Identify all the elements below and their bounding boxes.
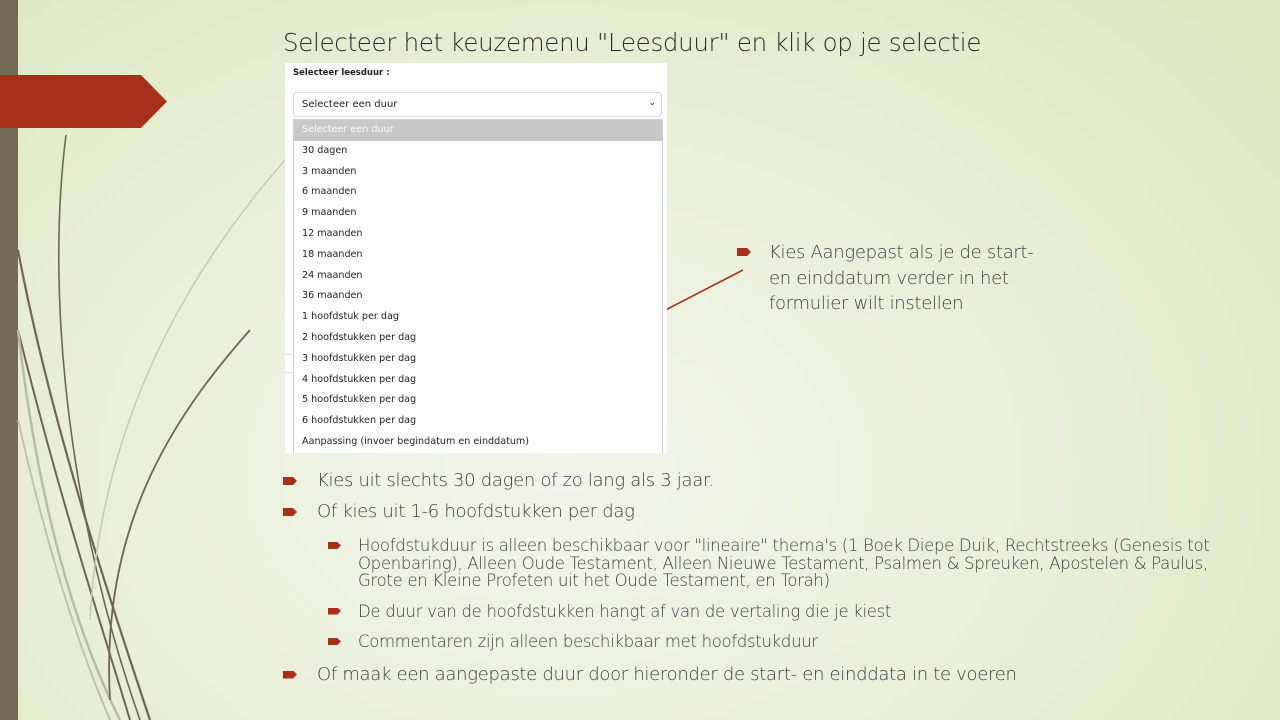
bullet-text: Of maak een aangepaste duur door hieronder de start- en einddata in te voeren bbox=[317, 663, 1017, 685]
sub-bullet-item bbox=[328, 603, 1243, 621]
divider bbox=[285, 354, 293, 355]
option-18-months[interactable]: 18 maanden bbox=[302, 248, 363, 260]
duration-options-list[interactable] bbox=[293, 119, 663, 453]
callout-line: formulier wilt instellen bbox=[769, 293, 964, 314]
callout-line: en einddatum verder in het bbox=[769, 267, 1009, 289]
option-9-months[interactable]: 9 maanden bbox=[302, 207, 357, 219]
bullet-list bbox=[283, 470, 1243, 695]
chevron-down-icon: ⌄ bbox=[648, 98, 656, 108]
title-marker-arrow bbox=[0, 75, 167, 128]
option-custom-dates[interactable]: Aanpassing (invoer begindatum en einddatum) bbox=[302, 435, 530, 447]
arrow-bullet-icon bbox=[283, 477, 297, 485]
bullet-text: Kies uit slechts 30 dagen of zo lang als 3 jaar. bbox=[317, 470, 714, 491]
option-6-months[interactable]: 6 maanden bbox=[302, 186, 357, 198]
bullet-item bbox=[283, 664, 1243, 686]
reading-duration-label: Selecteer leesduur : bbox=[293, 68, 390, 78]
bullet-text: De duur van de hoofdstukken hangt af van de vertaling die je kiest bbox=[358, 601, 892, 621]
option-30-days[interactable]: 30 dagen bbox=[302, 144, 348, 156]
arrow-bullet-icon bbox=[737, 248, 751, 256]
reading-duration-select[interactable] bbox=[293, 92, 662, 117]
custom-option-callout bbox=[737, 240, 1097, 317]
bullet-text: Hoofdstukduur is alleen beschikbaar voor "lineaire" thema's (1 Boek Diepe Duik, Rechtstreeks (Genesis tot Openbaring), Alleen Oude Testament, Alleen Nieuwe Testament, Psalmen & Spreuken, Apostelen & Paulus, Grote en Kleine Profeten uit het Oude Testament, en Torah) bbox=[358, 536, 1210, 590]
option-24-months[interactable]: 24 maanden bbox=[302, 269, 363, 281]
arrow-bullet-icon bbox=[283, 508, 297, 516]
option-3-months[interactable]: 3 maanden bbox=[302, 165, 357, 177]
callout-bullet bbox=[737, 240, 1097, 317]
option-5-chapters-per-day[interactable]: 5 hoofdstukken per dag bbox=[302, 394, 417, 406]
option-select-duration[interactable]: Selecteer een duur bbox=[294, 120, 662, 141]
divider bbox=[285, 372, 293, 373]
arrow-bullet-icon bbox=[328, 638, 341, 645]
option-12-months[interactable]: 12 maanden bbox=[302, 227, 363, 239]
bullet-item bbox=[283, 470, 1243, 492]
arrow-bullet-icon bbox=[328, 542, 341, 549]
option-6-chapters-per-day[interactable]: 6 hoofdstukken per dag bbox=[302, 415, 417, 427]
select-current-value: Selecteer een duur bbox=[302, 99, 398, 110]
sub-bullet-item bbox=[328, 633, 1243, 651]
option-1-chapter-per-day[interactable]: 1 hoofdstuk per dag bbox=[302, 311, 399, 323]
sub-bullet-item bbox=[328, 537, 1243, 590]
bullet-item bbox=[283, 501, 1243, 523]
option-3-chapters-per-day[interactable]: 3 hoofdstukken per dag bbox=[302, 352, 417, 364]
arrow-bullet-icon bbox=[328, 608, 341, 615]
reading-duration-screenshot bbox=[285, 63, 667, 453]
option-4-chapters-per-day[interactable]: 4 hoofdstukken per dag bbox=[302, 373, 417, 385]
option-2-chapters-per-day[interactable]: 2 hoofdstukken per dag bbox=[302, 331, 417, 343]
arrow-bullet-icon bbox=[283, 671, 297, 679]
bullet-text: Commentaren zijn alleen beschikbaar met hoofdstukduur bbox=[358, 632, 818, 651]
slide-title: Selecteer het keuzemenu "Leesduur" en klik op je selectie bbox=[283, 28, 982, 57]
bullet-text: Of kies uit 1-6 hoofdstukken per dag bbox=[317, 501, 635, 522]
option-36-months[interactable]: 36 maanden bbox=[302, 290, 363, 302]
callout-line: Kies Aangepast als je de start- bbox=[769, 242, 1034, 263]
